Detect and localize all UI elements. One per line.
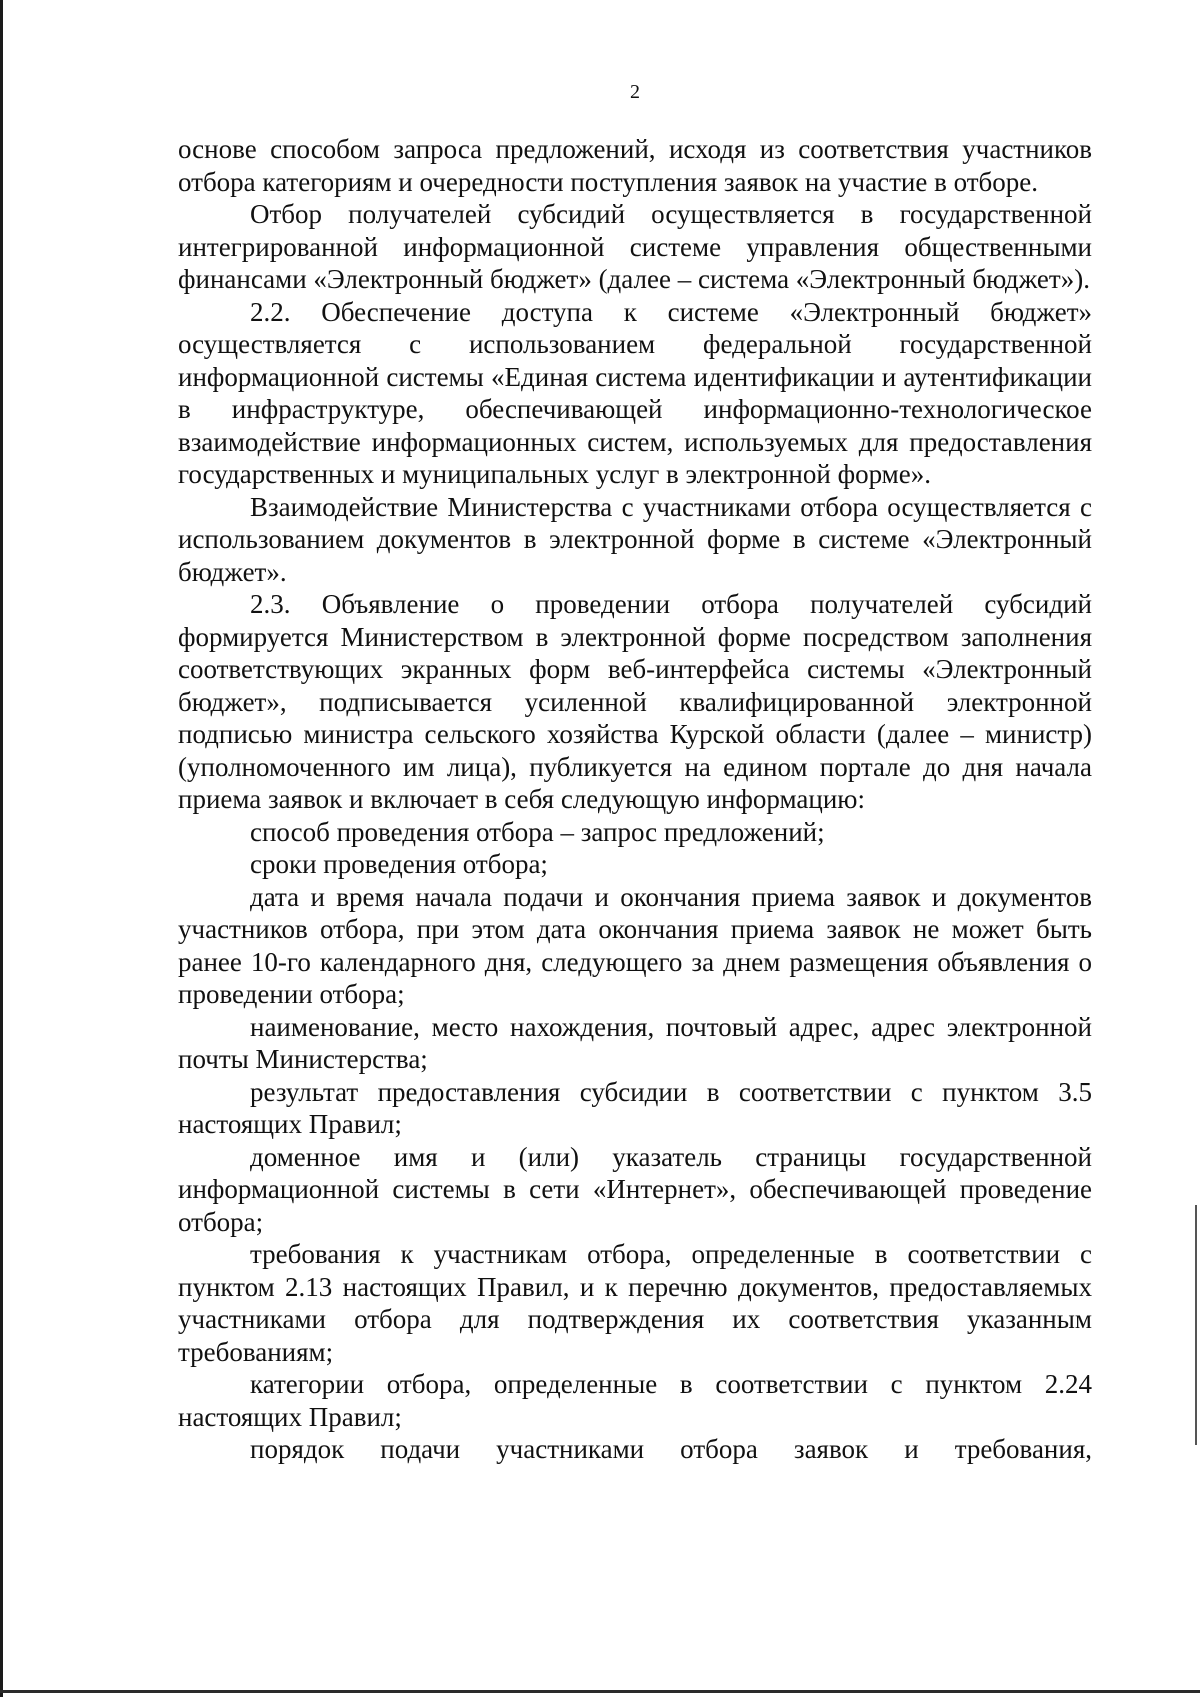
paragraph: доменное имя и (или) указатель страницы государственной информационной системы в сети «Интернет», обеспечивающей проведение отбора; — [178, 1141, 1092, 1237]
paragraph: основе способом запроса предложений, исходя из соответствия участников отбора категориям и очередности поступления заявок на участие в отборе. — [178, 134, 1092, 197]
paragraph: порядок подачи участниками отбора заявок и требования, — [250, 1434, 1092, 1464]
paragraph: Отбор получателей субсидий осуществляется в государственной интегрированной информационной системе управления общественными финансами «Электронный бюджет» (далее – система «Электронный бюджет»). — [178, 199, 1092, 294]
paragraph: дата и время начала подачи и окончания приема заявок и документов участников отбора, при этом дата окончания приема заявок не может быть ранее 10-го календарного дня, следующего за днем размещения объявления о проведении отбора; — [178, 881, 1092, 1009]
scan-edge-bottom — [0, 1690, 1200, 1693]
document-body — [178, 133, 1092, 1466]
paragraph: Взаимодействие Министерства с участниками отбора осуществляется с использованием документов в электронной форме в системе «Электронный бюджет». — [178, 491, 1092, 587]
paragraph: способ проведения отбора – запрос предложений; — [250, 816, 825, 847]
paragraph: наименование, место нахождения, почтовый адрес, адрес электронной почты Министерства; — [178, 1011, 1092, 1074]
scan-mark-right — [1195, 1205, 1197, 1445]
paragraph: результат предоставления субсидии в соответствии с пунктом 3.5 настоящих Правил; — [178, 1076, 1092, 1139]
paragraph: категории отбора, определенные в соответствии с пунктом 2.24 настоящих Правил; — [178, 1369, 1092, 1432]
paragraph: 2.3. Объявление о проведении отбора получателей субсидий формируется Министерством в электронной форме посредством заполнения соответствующих экранных форм веб-интерфейса системы «Электронный бюджет», подписывается усиленной квалифицированной электронной подписью министра сельского хозяйства Курской области (далее – министр) (уполномоченного им лица), публикуется на едином портале до дня начала приема заявок и включает в себя следующую информацию: — [178, 589, 1092, 814]
scan-edge-left — [0, 0, 3, 1697]
page-number: 2 — [630, 81, 640, 103]
paragraph: сроки проведения отбора; — [250, 849, 548, 879]
paragraph: 2.2. Обеспечение доступа к системе «Электронный бюджет» осуществляется с использованием федеральной государственной информационной системы «Единая система идентификации и аутентификации в инфраструктуре, обеспечивающей информационно-технологическое взаимодействие информационных систем, используемых для предоставления государственных и муниципальных услуг в электронной форме». — [178, 296, 1092, 489]
paragraph: требования к участникам отбора, определенные в соответствии с пунктом 2.13 настоящих Правил, и к перечню документов, предоставляемых участниками отбора для подтверждения их соответствия указанным требованиям; — [178, 1239, 1092, 1367]
